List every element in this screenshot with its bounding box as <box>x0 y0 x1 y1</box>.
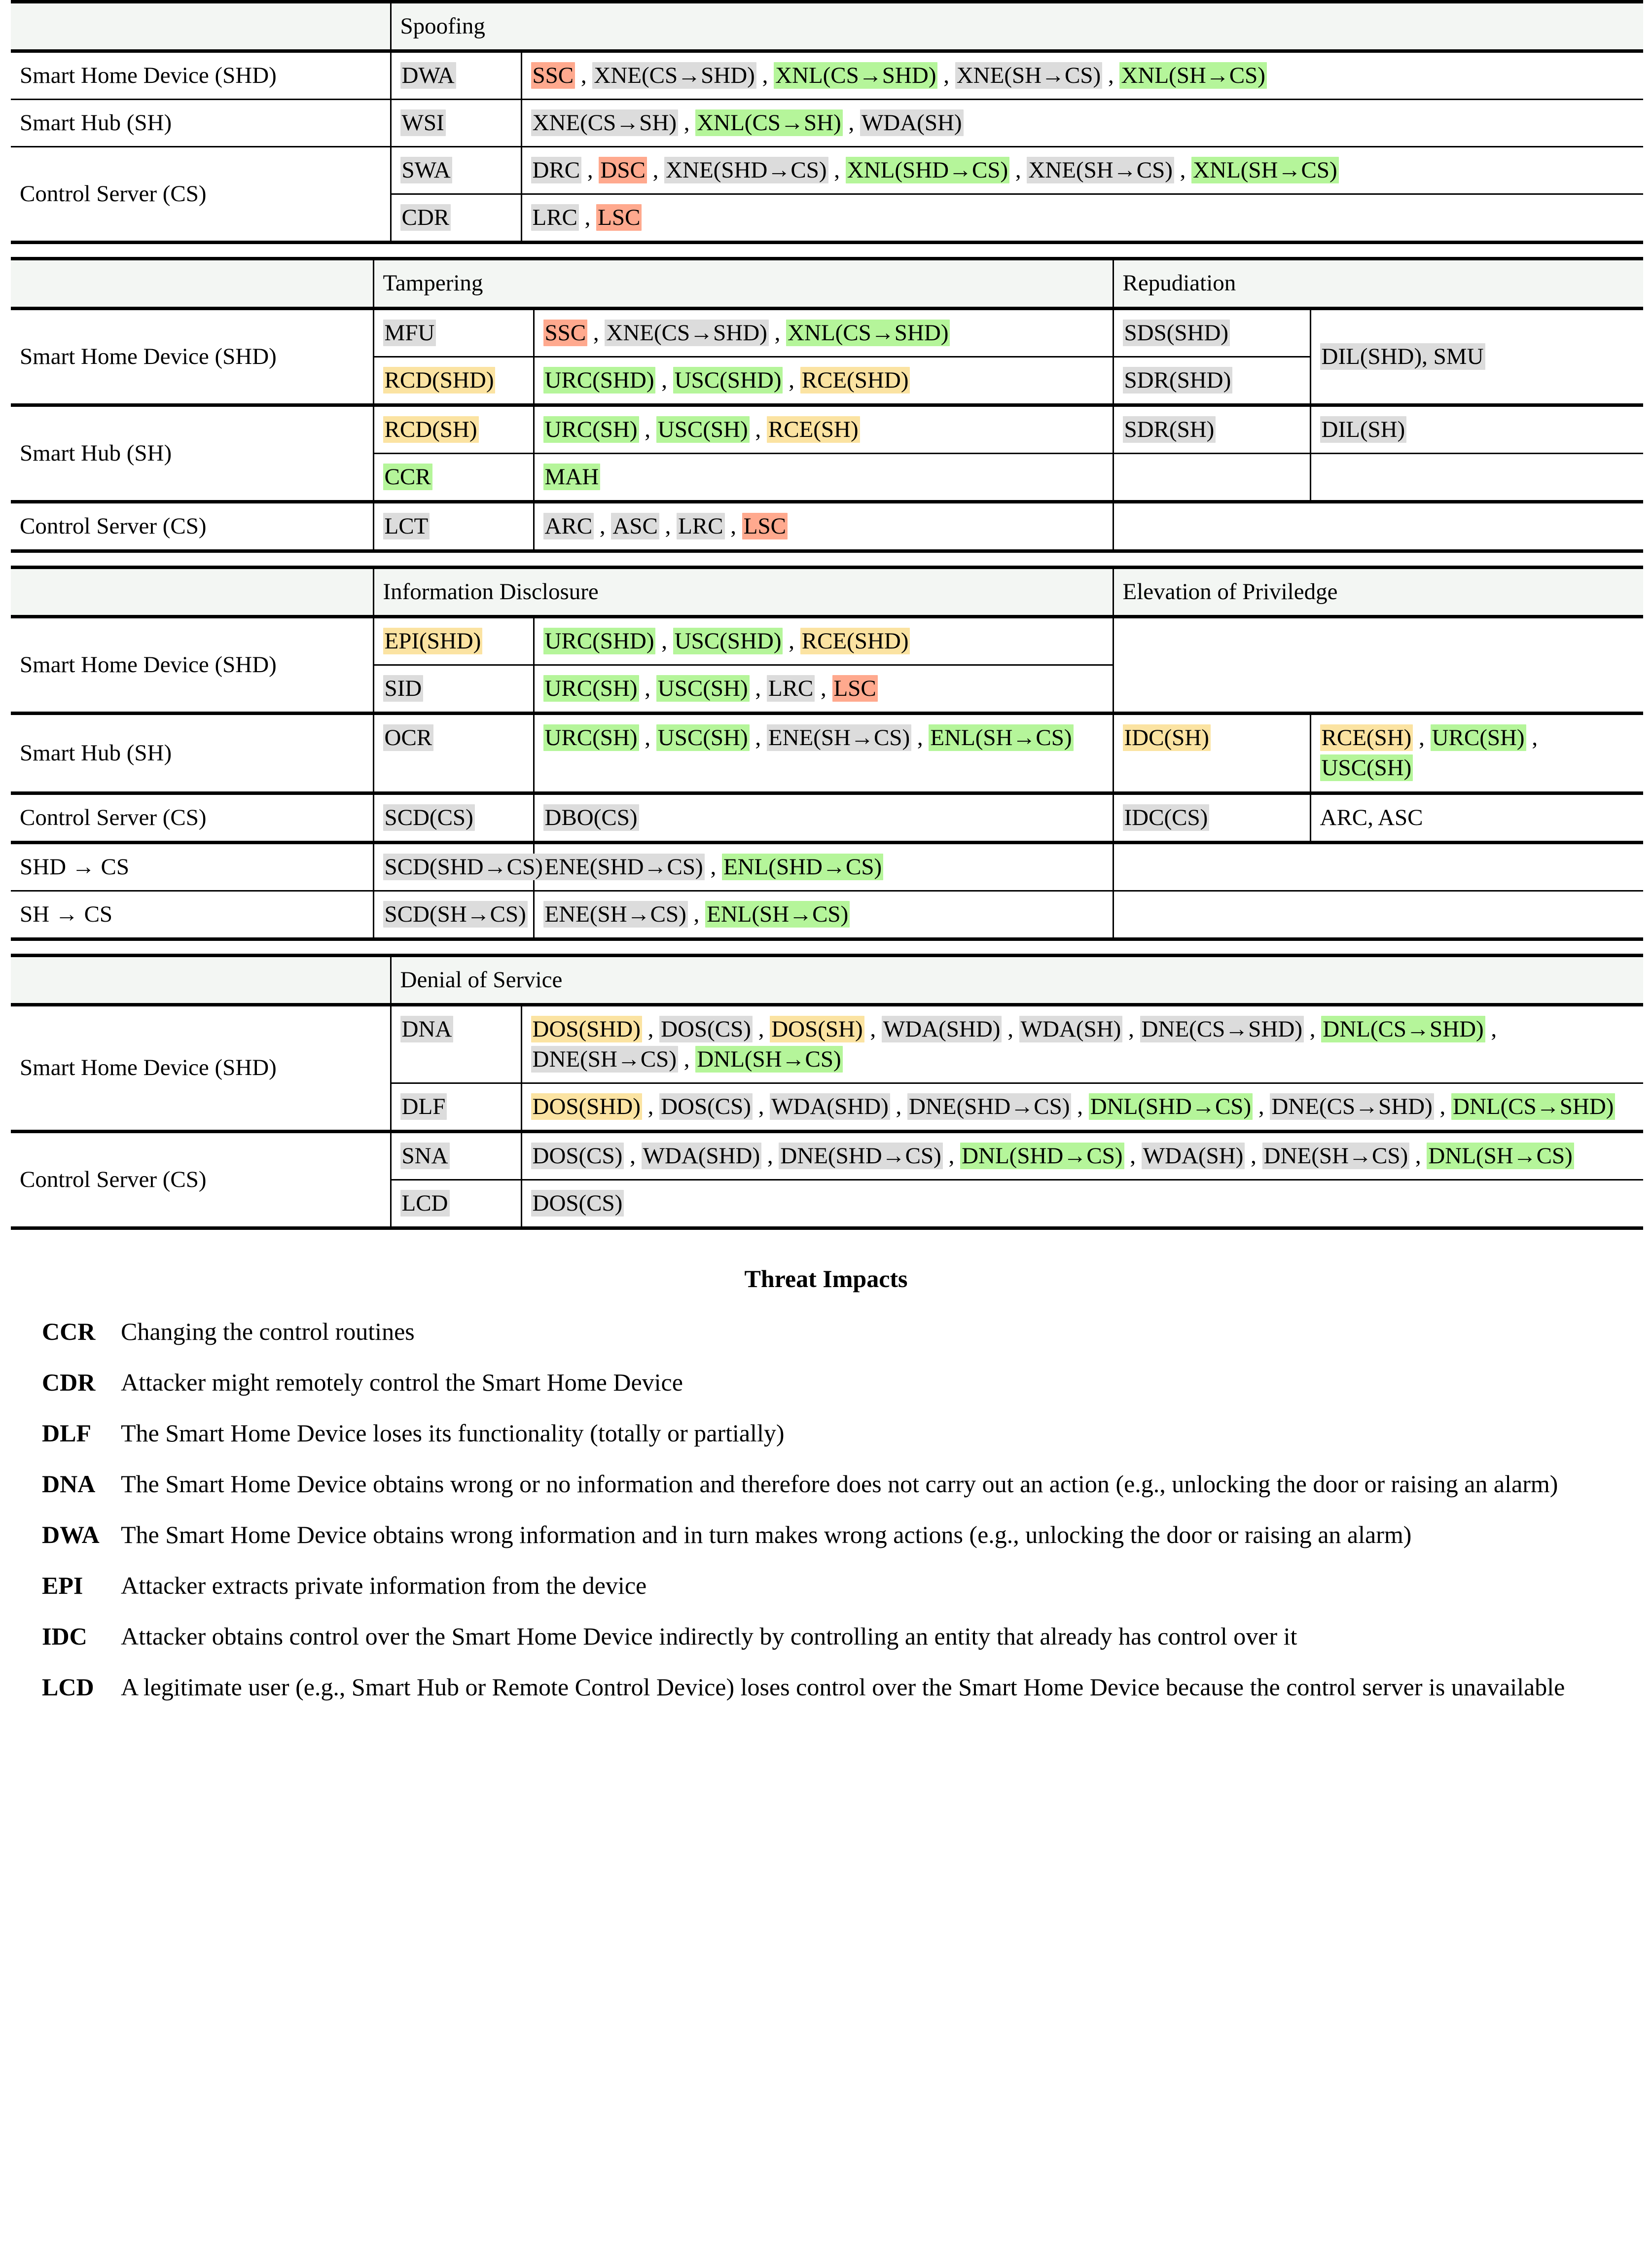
impact-list <box>534 714 1113 793</box>
impact-chip: XNL(SHD→CS) <box>846 157 1009 183</box>
threat-code-chip: SDR(SH) <box>1123 416 1216 443</box>
impact-chip: RCE(SHD) <box>800 367 910 394</box>
impact-chip: DNE(CS→SHD) <box>1270 1093 1434 1120</box>
table-row <box>11 842 1643 891</box>
table-row <box>11 502 1643 551</box>
separator: , <box>755 725 767 751</box>
impact-chip: XNE(CS→SH) <box>531 109 678 136</box>
separator: , <box>1077 1094 1089 1120</box>
impact-chip: XNE(SH→CS) <box>955 62 1102 89</box>
impact-chip: URC(SH) <box>543 416 639 443</box>
threat-code-chip: SCD(SHD→CS) <box>383 854 544 880</box>
infodisclosure-elevation-table <box>11 566 1643 941</box>
impact-list <box>521 1004 1643 1083</box>
threat-code-chip: IDC(CS) <box>1123 804 1210 831</box>
separator: , <box>834 157 846 183</box>
list-item <box>0 1519 1622 1551</box>
separator: , <box>758 1016 770 1042</box>
impact-chip: DBO(CS) <box>543 804 639 831</box>
impact-chip: USC(SH) <box>1320 754 1413 781</box>
impact-list <box>521 147 1643 194</box>
impact-list <box>521 1132 1643 1180</box>
impact-chip: DNE(SHD→CS) <box>907 1093 1071 1120</box>
impact-list <box>534 357 1113 405</box>
separator: ARC, ASC <box>1320 804 1423 830</box>
impact-term: DWA <box>42 1521 100 1549</box>
elevation-empty <box>1113 617 1643 714</box>
impact-chip: XNE(SH→CS) <box>1027 157 1174 183</box>
impact-chip: XNL(CS→SHD) <box>774 62 937 89</box>
impact-chip: URC(SH) <box>543 724 639 751</box>
separator: , <box>665 513 677 539</box>
section-gap <box>0 941 1652 954</box>
separator: , <box>1415 1143 1427 1169</box>
separator: , <box>593 320 605 346</box>
impact-chip: URC(SHD) <box>543 367 656 394</box>
separator: , <box>1439 1094 1452 1120</box>
separator: , <box>1015 157 1027 183</box>
separator: , <box>645 676 656 702</box>
table-row <box>11 617 1643 665</box>
impact-chip: WDA(SHD) <box>882 1016 1002 1042</box>
threat-code-chip: RCD(SHD) <box>383 367 496 394</box>
impact-chip: LRC <box>677 513 724 539</box>
separator: , <box>599 513 611 539</box>
separator: , <box>1251 1143 1262 1169</box>
impact-chip: ENE(SH→CS) <box>767 724 911 751</box>
impact-chip: DOS(SHD) <box>531 1093 642 1120</box>
impact-definition: Changing the control routines <box>121 1318 415 1346</box>
separator: , <box>730 513 742 539</box>
separator: , <box>767 1143 779 1169</box>
infodisclosure-header-blank <box>11 568 373 617</box>
impact-chip: DOS(CS) <box>659 1093 753 1120</box>
impact-chip: LSC <box>742 513 788 539</box>
threat-code-chip: SCD(CS) <box>383 804 475 831</box>
elevation-empty <box>1113 842 1643 891</box>
impact-chip: URC(SH) <box>1431 724 1526 751</box>
threat-code-chip: EPI(SHD) <box>383 628 483 654</box>
separator: , <box>1532 725 1538 751</box>
impact-list <box>534 617 1113 665</box>
impact-chip: DIL(SHD), SMU <box>1320 343 1485 370</box>
impact-chip: DNL(CS→SHD) <box>1451 1093 1615 1120</box>
threat-code-chip: DLF <box>400 1093 447 1120</box>
threat-code-chip: SCD(SH→CS) <box>383 901 528 928</box>
entity-label: Smart Hub (SH) <box>11 100 391 147</box>
impact-term: IDC <box>42 1622 87 1650</box>
separator: , <box>647 1016 660 1042</box>
entity-label: Control Server (CS) <box>11 793 373 842</box>
threat-code <box>391 194 521 243</box>
threat-code <box>373 617 534 665</box>
separator: , <box>821 676 832 702</box>
impact-chip: DNL(CS→SHD) <box>1321 1016 1485 1042</box>
spoofing-header-blank <box>11 2 391 51</box>
entity-label: Smart Home Device (SHD) <box>11 308 373 405</box>
threat-code-chip: WSI <box>400 109 446 136</box>
spoofing-header-label: Spoofing <box>391 2 1643 51</box>
impact-list <box>521 194 1643 243</box>
threat-code-chip: SDS(SHD) <box>1123 320 1230 346</box>
separator: , <box>683 1046 696 1072</box>
separator: , <box>661 367 673 393</box>
threat-code-chip: LCT <box>383 513 430 539</box>
threat-code <box>373 502 534 551</box>
separator: , <box>587 157 599 183</box>
entity-label: Smart Hub (SH) <box>11 714 373 793</box>
impact-chip: XNL(CS→SHD) <box>786 320 950 346</box>
impact-definition: Attacker might remotely control the Smart Home Device <box>121 1368 683 1397</box>
impact-chip: XNL(SH→CS) <box>1191 157 1338 183</box>
tampering-header-row <box>11 259 1643 308</box>
impact-chip: ENL(SH→CS) <box>929 724 1073 751</box>
impact-term: DNA <box>42 1470 96 1498</box>
repudiation-impact-list <box>1310 308 1643 405</box>
separator: , <box>755 416 767 442</box>
list-item <box>0 1417 1622 1449</box>
separator: , <box>1419 725 1431 751</box>
impact-list <box>534 453 1113 502</box>
impact-term: EPI <box>42 1572 83 1600</box>
impact-chip: DNL(SHD→CS) <box>960 1143 1124 1169</box>
separator: , <box>1128 1016 1140 1042</box>
impact-chip: LRC <box>531 204 579 231</box>
elevation-impact-list <box>1310 714 1643 793</box>
impact-chip: DOS(CS) <box>531 1190 624 1217</box>
elevation-threat-code <box>1113 793 1310 842</box>
threat-code <box>391 51 521 100</box>
impact-chip: RCE(SH) <box>767 416 860 443</box>
threat-code <box>391 1132 521 1180</box>
separator: , <box>630 1143 642 1169</box>
list-item <box>0 1671 1622 1703</box>
separator: , <box>848 110 860 136</box>
impact-chip: ENE(SHD→CS) <box>543 854 705 880</box>
entity-label: Control Server (CS) <box>11 502 373 551</box>
impact-chip: USC(SH) <box>656 724 750 751</box>
threat-code <box>391 1004 521 1083</box>
separator: , <box>1180 157 1192 183</box>
impact-chip: DNE(CS→SHD) <box>1140 1016 1304 1042</box>
entity-label: SH → CS <box>11 891 373 939</box>
elevation-header-label: Elevation of Priviledge <box>1113 568 1643 617</box>
threat-impacts-list <box>0 1316 1652 1703</box>
entity-label: Smart Home Device (SHD) <box>11 1004 391 1131</box>
tampering-repudiation-table <box>11 257 1643 553</box>
impact-chip: RCE(SH) <box>1320 724 1413 751</box>
impact-chip: ASC <box>611 513 659 539</box>
table-row <box>11 308 1643 357</box>
separator: , <box>1130 1143 1142 1169</box>
impact-term: CCR <box>42 1318 96 1346</box>
table-row <box>11 100 1643 147</box>
impact-chip: MAH <box>543 464 601 490</box>
table-row <box>11 1132 1643 1180</box>
spoofing-header-row <box>11 2 1643 51</box>
threat-code <box>373 665 534 714</box>
threat-code-chip: MFU <box>383 320 436 346</box>
threat-code <box>373 891 534 939</box>
entity-label: SHD → CS <box>11 842 373 891</box>
impact-term: DLF <box>42 1419 91 1447</box>
threat-code-chip: SID <box>383 675 424 702</box>
separator: , <box>647 1094 660 1120</box>
section-gap <box>0 553 1652 566</box>
repudiation-threat-code <box>1113 308 1310 357</box>
repudiation-threat-code <box>1113 405 1310 453</box>
separator: , <box>755 676 767 702</box>
threat-code <box>391 1083 521 1132</box>
separator: , <box>774 320 787 346</box>
table-row <box>11 51 1643 100</box>
impact-chip: XNL(SH→CS) <box>1119 62 1266 89</box>
elevation-impact-list <box>1310 793 1643 842</box>
table-row <box>11 405 1643 453</box>
threat-code <box>373 842 543 891</box>
threat-code <box>373 308 534 357</box>
entity-label: Control Server (CS) <box>11 147 391 243</box>
separator: , <box>758 1094 770 1120</box>
impact-list <box>521 1180 1643 1228</box>
threat-code-chip: LCD <box>400 1190 450 1217</box>
impact-chip: XNL(CS→SH) <box>695 109 842 136</box>
tampering-header-blank <box>11 259 373 308</box>
impact-definition: Attacker extracts private information from the device <box>121 1572 647 1600</box>
impact-chip: WDA(SH) <box>860 109 964 136</box>
list-item <box>0 1620 1622 1652</box>
repudiation-impact-list <box>1310 453 1643 502</box>
impact-chip: DIL(SH) <box>1320 416 1407 443</box>
impact-chip: LSC <box>832 675 878 702</box>
threat-code <box>373 714 534 793</box>
separator: , <box>584 205 597 231</box>
impact-chip: WDA(SH) <box>1019 1016 1123 1042</box>
impact-list <box>534 405 1113 453</box>
repudiation-impact-list <box>1310 405 1643 453</box>
impact-term: LCD <box>42 1673 94 1701</box>
impact-chip: SSC <box>531 62 575 89</box>
separator: , <box>948 1143 961 1169</box>
impact-list <box>534 502 1113 551</box>
impact-list <box>521 100 1643 147</box>
threat-code <box>373 405 534 453</box>
threat-code-chip: CCR <box>383 464 432 490</box>
threat-code-chip: SWA <box>400 157 452 183</box>
table-row <box>11 147 1643 194</box>
impact-definition: The Smart Home Device obtains wrong information and in turn makes wrong actions (e.g., unlocking the door or raising an alarm) <box>121 1521 1412 1549</box>
impact-definition: A legitimate user (e.g., Smart Hub or Remote Control Device) loses control over the Smart Home Device because the control server is unavailable <box>121 1673 1565 1701</box>
impact-list <box>521 51 1643 100</box>
separator: , <box>661 628 673 654</box>
separator: , <box>1108 63 1120 89</box>
threat-code <box>391 1180 521 1228</box>
impact-chip: ENL(SH→CS) <box>705 901 850 928</box>
impact-chip: DNE(SHD→CS) <box>779 1143 942 1169</box>
entity-label: Smart Home Device (SHD) <box>11 617 373 714</box>
impact-chip: DNE(SH→CS) <box>531 1046 678 1073</box>
dos-header-blank <box>11 955 391 1004</box>
impact-list <box>534 891 1113 939</box>
impact-chip: ENL(SHD→CS) <box>722 854 883 880</box>
impact-chip: WDA(SHD) <box>642 1143 762 1169</box>
table-row <box>11 793 1643 842</box>
separator: , <box>943 63 955 89</box>
repudiation-threat-code <box>1113 453 1310 502</box>
impact-chip: USC(SHD) <box>673 628 783 654</box>
list-item <box>0 1570 1622 1602</box>
impact-list <box>534 793 1113 842</box>
impact-chip: DSC <box>599 157 646 183</box>
threat-code-chip: IDC(SH) <box>1123 724 1211 751</box>
impact-chip: DOS(CS) <box>531 1143 624 1169</box>
impact-chip: SSC <box>543 320 588 346</box>
separator: , <box>870 1016 882 1042</box>
impact-chip: URC(SH) <box>543 675 639 702</box>
impact-list <box>534 842 1113 891</box>
impact-chip: ARC <box>543 513 594 539</box>
impact-chip: URC(SHD) <box>543 628 656 654</box>
threat-code <box>373 793 534 842</box>
elevation-empty <box>1113 891 1643 939</box>
list-item <box>0 1468 1622 1500</box>
spoofing-table <box>11 0 1643 244</box>
impact-chip: XNE(CS→SHD) <box>605 320 768 346</box>
impact-chip: DNL(SHD→CS) <box>1089 1093 1253 1120</box>
threat-code <box>373 453 534 502</box>
impact-chip: LRC <box>767 675 815 702</box>
impact-chip: DOS(SHD) <box>531 1016 642 1042</box>
separator: , <box>683 110 696 136</box>
impact-chip: WDA(SH) <box>1142 1143 1245 1169</box>
denial-of-service-table <box>11 954 1643 1230</box>
table-row <box>11 1004 1643 1083</box>
dos-header-label: Denial of Service <box>391 955 1643 1004</box>
entity-label: Smart Home Device (SHD) <box>11 51 391 100</box>
threat-impacts-title: Threat Impacts <box>744 1265 908 1293</box>
separator: , <box>645 416 656 442</box>
dos-header-row <box>11 955 1643 1004</box>
separator: , <box>710 854 722 880</box>
threat-code-chip: SDR(SHD) <box>1123 367 1233 394</box>
separator: , <box>645 725 656 751</box>
separator: , <box>896 1094 908 1120</box>
impact-chip: USC(SHD) <box>673 367 783 394</box>
separator: , <box>1007 1016 1019 1042</box>
impact-list <box>521 1083 1643 1132</box>
impact-list <box>534 308 1113 357</box>
impact-chip: USC(SH) <box>656 675 750 702</box>
list-item <box>0 1316 1622 1348</box>
impact-chip: XNE(CS→SHD) <box>592 62 756 89</box>
impact-chip: DRC <box>531 157 582 183</box>
threat-code-chip: RCD(SH) <box>383 416 479 443</box>
impact-definition: Attacker obtains control over the Smart Home Device indirectly by controlling an entity that already has control over it <box>121 1622 1297 1650</box>
threat-code <box>373 357 534 405</box>
threat-code <box>391 147 521 194</box>
impact-chip: USC(SH) <box>656 416 750 443</box>
separator: , <box>1309 1016 1322 1042</box>
impact-definition: The Smart Home Device obtains wrong or no information and therefore does not carry out an action (e.g., unlocking the door or raising an alarm) <box>121 1470 1558 1498</box>
separator: , <box>762 63 774 89</box>
impact-term: CDR <box>42 1368 96 1397</box>
table-row <box>11 714 1643 793</box>
impact-chip: RCE(SHD) <box>800 628 910 654</box>
threat-code-chip: DNA <box>400 1016 454 1042</box>
threat-code-chip: SNA <box>400 1143 450 1169</box>
entity-label: Smart Hub (SH) <box>11 405 373 502</box>
repudiation-threat-code <box>1113 357 1310 405</box>
impact-chip: XNE(SHD→CS) <box>664 157 828 183</box>
separator: , <box>1491 1016 1497 1042</box>
repudiation-header-label: Repudiation <box>1113 259 1643 308</box>
threat-code-chip: OCR <box>383 724 434 751</box>
separator: , <box>789 367 800 393</box>
impact-list <box>534 665 1113 714</box>
separator: , <box>652 157 665 183</box>
impact-chip: DNL(SH→CS) <box>695 1046 842 1073</box>
table-row <box>11 891 1643 939</box>
impact-definition: The Smart Home Device loses its functionality (totally or partially) <box>121 1419 785 1447</box>
repudiation-empty <box>1113 502 1643 551</box>
threat-code-chip: DWA <box>400 62 456 89</box>
entity-label: Control Server (CS) <box>11 1132 391 1228</box>
threat-code <box>391 100 521 147</box>
tampering-header-label: Tampering <box>373 259 1113 308</box>
infodisclosure-header-row <box>11 568 1643 617</box>
impact-chip: DOS(CS) <box>659 1016 753 1042</box>
elevation-threat-code <box>1113 714 1310 793</box>
infodisclosure-header-label: Information Disclosure <box>373 568 1113 617</box>
section-gap <box>0 244 1652 257</box>
impact-chip: WDA(SHD) <box>770 1093 890 1120</box>
impact-chip: ENE(SH→CS) <box>543 901 688 928</box>
separator: , <box>1258 1094 1270 1120</box>
impact-chip: DOS(SH) <box>770 1016 864 1042</box>
impact-chip: DNL(SH→CS) <box>1427 1143 1574 1169</box>
list-item <box>0 1366 1622 1398</box>
separator: , <box>580 63 593 89</box>
separator: , <box>693 901 705 927</box>
separator: , <box>917 725 929 751</box>
separator: , <box>789 628 800 654</box>
threat-code-chip: CDR <box>400 204 451 231</box>
impact-chip: LSC <box>596 204 642 231</box>
impact-chip: DNE(SH→CS) <box>1262 1143 1409 1169</box>
